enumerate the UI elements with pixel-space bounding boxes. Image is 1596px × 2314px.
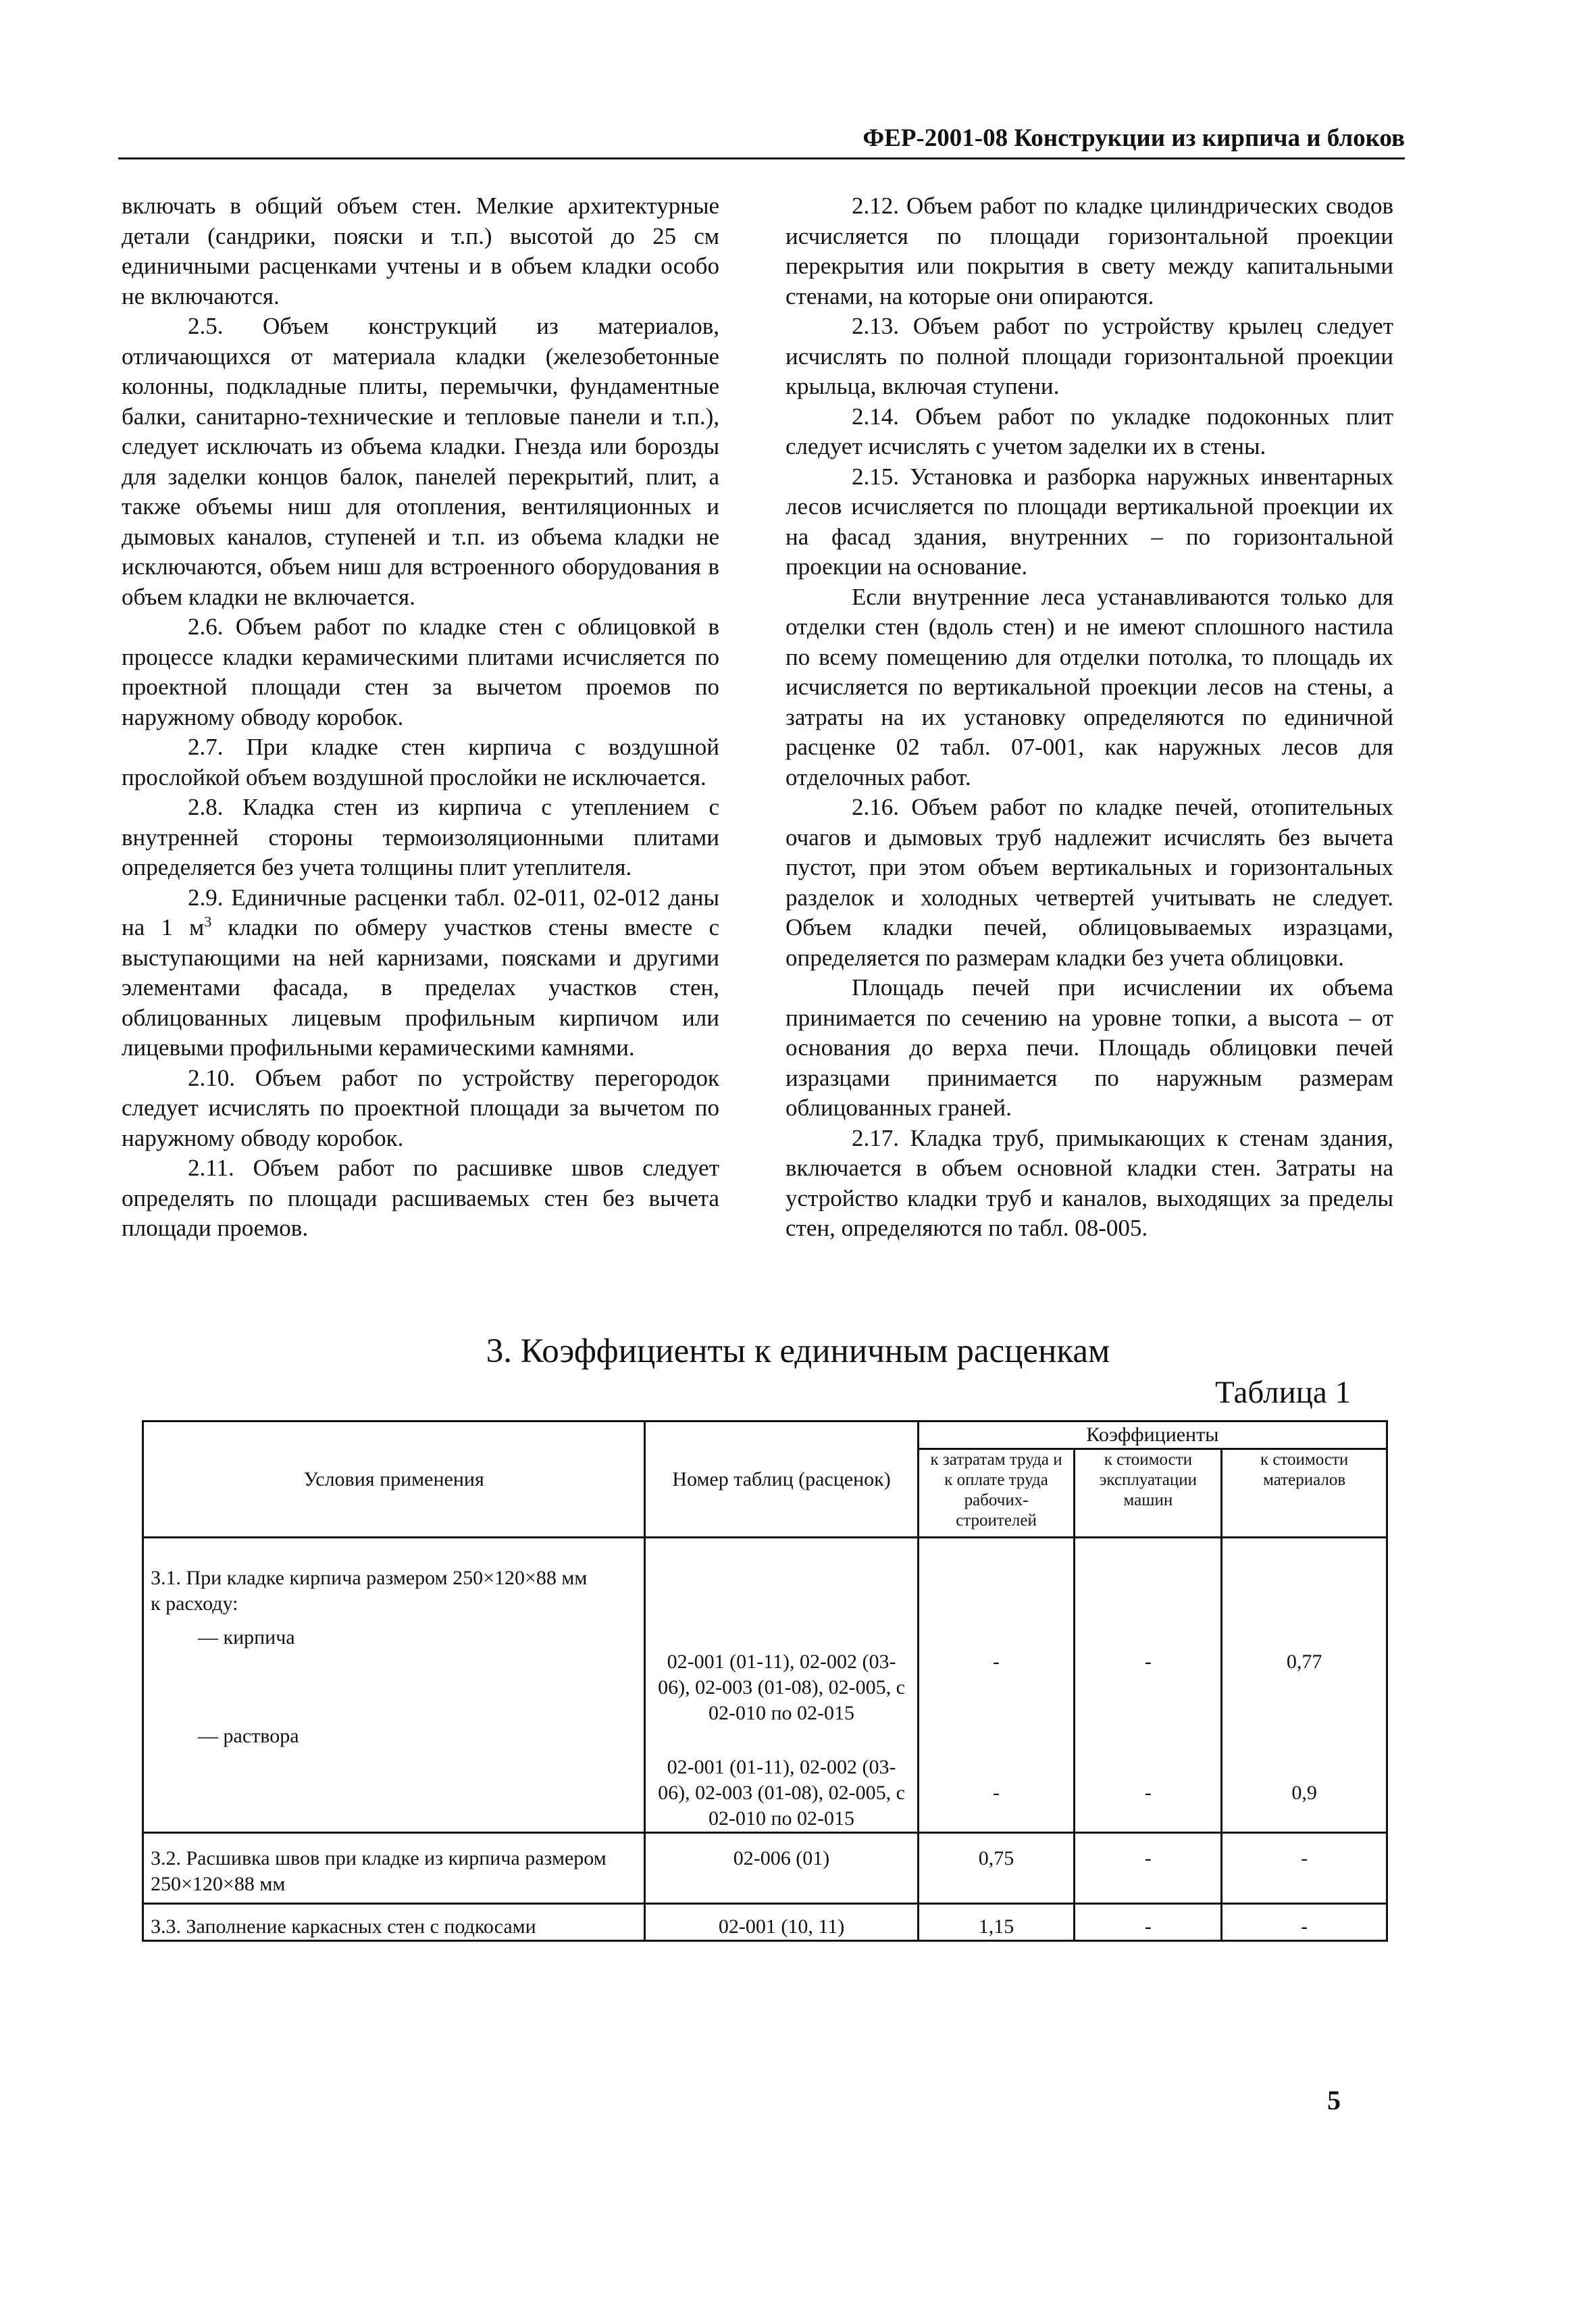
row-subtitle: к расходу: <box>151 1592 238 1615</box>
machines-value: - <box>1075 1833 1222 1904</box>
table-header-row <box>143 1422 1387 1449</box>
table-row <box>143 1833 1387 1904</box>
paragraph: 2.12. Объем работ по кладке цилиндрических сводов исчисляется по площади горизонтальной проекции перекрытия или покрытия в свету между капитальными стенами, на которые они опираются. <box>786 193 1393 309</box>
row-materials-cell <box>1222 1538 1387 1833</box>
row-tables-cell: 02-006 (01) <box>645 1833 918 1904</box>
header-table-numbers: Номер таблиц (расценок) <box>645 1422 918 1538</box>
row-item-name: — раствора <box>198 1725 299 1747</box>
coefficients-table <box>142 1420 1388 1942</box>
materials-value: - <box>1222 1833 1387 1904</box>
table-label: Таблица 1 <box>1214 1375 1351 1410</box>
paragraph-text: кладки по обмеру участков стены вместе с выступающими на ней карнизами, поясками и другими элементами фасада, в пределах участков стен, облицованных лицевым профильным кирпичом или лицевыми профильными керамическими камнями. <box>122 914 719 1061</box>
header-conditions: Условия применения <box>143 1422 645 1538</box>
paragraph: 2.11. Объем работ по расшивке швов следует определять по площади расшиваемых стен без вычета площади проемов. <box>122 1155 719 1241</box>
paragraph: Если внутренние леса устанавливаются только для отделки стен (вдоль стен) и не имеют сплошного настила по всему помещению для отделки потолка, то площадь их исчисляется по вертикальной проекции лесов на стены, а затраты на их установку определяются по единичной расценке 02 табл. 07-001, как наружных лесов для отделочных работ. <box>786 583 1393 790</box>
paragraph <box>122 883 719 1063</box>
materials-value: 0,77 <box>1286 1651 1322 1673</box>
page-number: 5 <box>1327 2085 1341 2115</box>
paragraph-text: 2.9. Единичные расценки табл. 02-011, 02-012 даны на 1 м <box>122 884 719 940</box>
running-title: ФЕР-2001-08 Конструкции из кирпича и блоков <box>863 124 1405 152</box>
materials-value: 0,9 <box>1291 1782 1317 1804</box>
materials-value: - <box>1222 1904 1387 1941</box>
row-condition-cell: 3.3. Заполнение каркасных стен с подкосами <box>143 1904 645 1941</box>
header-labor: к затратам труда и к оплате труда рабочих-строителей <box>918 1449 1075 1538</box>
machines-value: - <box>1144 1651 1152 1673</box>
row-tables-cell <box>645 1538 918 1833</box>
section-title: 3. Коэффициенты к единичным расценкам <box>486 1332 1110 1370</box>
paragraph: 2.15. Установка и разборка наружных инвентарных лесов исчисляется по площади вертикальной проекции их на фасад здания, внутренних – по горизонтальной проекции на основание. <box>786 463 1393 580</box>
superscript: 3 <box>204 913 212 930</box>
header-materials: к стоимости материалов <box>1222 1449 1387 1538</box>
paragraph: 2.7. При кладке стен кирпича с воздушной прослойкой объем воздушной прослойки не исключается. <box>122 734 719 790</box>
labor-value: 1,15 <box>918 1904 1075 1941</box>
paragraph: 2.6. Объем работ по кладке стен с облицовкой в процессе кладки керамическими плитами исчисляется по проектной площади стен за вычетом проемов по наружному обводу коробок. <box>122 613 719 730</box>
row-item-tables: 02-001 (01-11), 02-002 (03-06), 02-003 (01-08), 02-005, с 02-010 по 02-015 <box>658 1651 905 1724</box>
header-coefficients: Коэффициенты <box>918 1422 1387 1449</box>
paragraph: 2.17. Кладка труб, примыкающих к стенам здания, включается в объем основной кладки стен. Затраты на устройство кладки труб и каналов, выходящих за пределы стен, определяются по табл. 08-005. <box>786 1124 1393 1241</box>
labor-value: 0,75 <box>918 1833 1075 1904</box>
paragraph: 2.16. Объем работ по кладке печей, отопительных очагов и дымовых труб надлежит исчислять без вычета пустот, при этом объем вертикальных и горизонтальных разделок и холодных четвертей учитывать не следует. Объем кладки печей, облицовываемых изразцами, определяется по размерам кладки без учета облицовки. <box>786 794 1393 971</box>
row-title: 3.1. При кладке кирпича размером 250×120×88 мм <box>151 1567 588 1589</box>
row-item-tables: 02-001 (01-11), 02-002 (03-06), 02-003 (01-08), 02-005, с 02-010 по 02-015 <box>658 1756 905 1830</box>
left-text-column <box>122 191 719 1244</box>
paragraph: 2.8. Кладка стен из кирпича с утеплением с внутренней стороны термоизоляционными плитами определяется без учета толщины плит утеплителя. <box>122 794 719 880</box>
labor-value: - <box>993 1782 1000 1804</box>
paragraph: 2.5. Объем конструкций из материалов, отличающихся от материала кладки (железобетонные колонны, подкладные плиты, перемычки, фундаментные балки, санитарно-технические и тепловые панели и т.п.), следует исключать из объема кладки. Гнезда или борозды для заделки концов балок, панелей перекрытий, плит, а также объемы ниш для отопления, вентиляционных и дымовых каналов, ступеней и т.п. из объема кладки не исключаются, объем ниш для встроенного оборудования в объем кладки не включается. <box>122 313 719 610</box>
row-labor-cell <box>918 1538 1075 1833</box>
paragraph: включать в общий объем стен. Мелкие архитектурные детали (сандрики, пояски и т.п.) высотой до 25 см единичными расценками учтены и в объем кладки особо не включаются. <box>122 193 719 309</box>
row-condition-cell <box>143 1538 645 1833</box>
paragraph: 2.10. Объем работ по устройству перегородок следует исчислять по проектной площади за вычетом по наружному обводу коробок. <box>122 1064 719 1151</box>
row-item-name: — кирпича <box>198 1626 295 1649</box>
row-condition-cell: 3.2. Расшивка швов при кладке из кирпича размером 250×120×88 мм <box>143 1833 645 1904</box>
row-machines-cell <box>1075 1538 1222 1833</box>
labor-value: - <box>993 1651 1000 1673</box>
paragraph: 2.14. Объем работ по укладке подоконных плит следует исчислять с учетом заделки их в стены. <box>786 403 1393 459</box>
table-row <box>143 1904 1387 1941</box>
paragraph: 2.13. Объем работ по устройству крылец следует исчислять по полной площади горизонтальной проекции крыльца, включая ступени. <box>786 313 1393 399</box>
machines-value: - <box>1075 1904 1222 1941</box>
paragraph: Площадь печей при исчислении их объема принимается по сечению на уровне топки, а высота – от основания до верха печи. Площадь облицовки печей изразцами принимается по наружным размерам облицованных граней. <box>786 974 1393 1121</box>
machines-value: - <box>1144 1782 1152 1804</box>
table-row <box>143 1538 1387 1833</box>
right-text-column <box>786 191 1393 1244</box>
header-machines: к стоимости эксплуатации машин <box>1075 1449 1222 1538</box>
row-tables-cell: 02-001 (10, 11) <box>645 1904 918 1941</box>
running-header <box>118 124 1405 159</box>
